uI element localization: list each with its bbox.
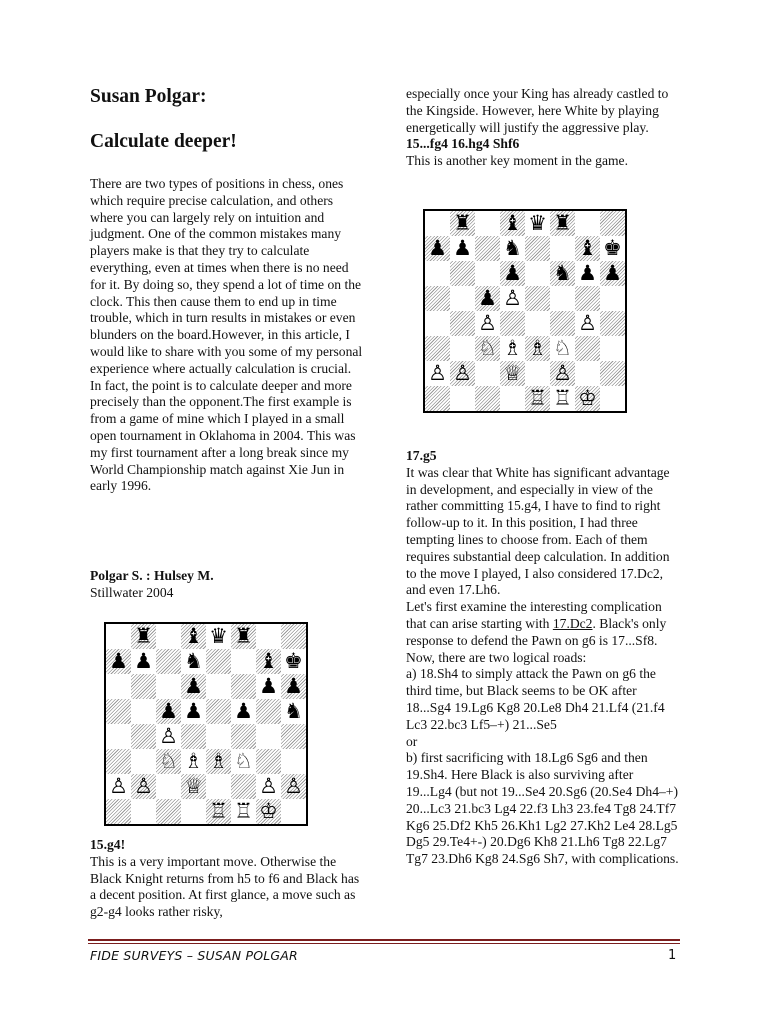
board-square xyxy=(181,774,206,799)
chess-piece: ♟ xyxy=(428,236,447,260)
chess-piece: ♔ xyxy=(578,386,597,410)
board-square xyxy=(525,336,550,361)
board-square xyxy=(425,286,450,311)
board-square xyxy=(575,361,600,386)
or-text: or xyxy=(406,733,418,749)
chess-piece: ♙ xyxy=(259,774,278,798)
chess-piece: ♜ xyxy=(553,211,572,235)
board-square xyxy=(500,286,525,311)
board-square xyxy=(600,211,625,236)
board-square xyxy=(206,699,231,724)
board-square xyxy=(156,799,181,824)
move-15-section xyxy=(90,837,365,921)
board-square xyxy=(475,311,500,336)
board-square xyxy=(600,286,625,311)
chess-piece: ♘ xyxy=(159,749,178,773)
chess-piece: ♖ xyxy=(209,799,228,823)
board-square xyxy=(281,724,306,749)
move-17-analysis xyxy=(406,599,681,666)
board-square xyxy=(181,674,206,699)
board-square xyxy=(575,261,600,286)
board-square xyxy=(106,799,131,824)
board-square xyxy=(131,774,156,799)
board-square xyxy=(425,311,450,336)
board-square xyxy=(500,361,525,386)
board-square xyxy=(525,386,550,411)
board-square xyxy=(156,774,181,799)
board-square xyxy=(450,361,475,386)
chess-piece: ♜ xyxy=(453,211,472,235)
board-square xyxy=(281,649,306,674)
move-17-text: It was clear that White has significant advantage in development, and especially in view of the rather committing 15.g4, I have to find to right follow-up to it. In this position, I had three tempting lines to choose from. Each of them requires substantial deep calculation. In addition to the move I played, I also considered 17.Dc2, and even 17.Lh6. xyxy=(406,464,670,598)
board-square xyxy=(525,211,550,236)
board-square xyxy=(550,286,575,311)
chess-piece: ♟ xyxy=(259,674,278,698)
chess-piece: ♘ xyxy=(553,336,572,360)
move-17-section xyxy=(406,448,681,868)
board-square xyxy=(575,236,600,261)
board-square xyxy=(281,774,306,799)
chess-diagram-2 xyxy=(423,209,627,413)
board-square xyxy=(281,799,306,824)
chess-piece: ♔ xyxy=(259,799,278,823)
chess-piece: ♖ xyxy=(528,386,547,410)
move-15-text: This is a very important move. Otherwise the Black Knight returns from h5 to f6 and Black has a decent position. At first glance, a move such as g2-g4 looks rather risky, xyxy=(90,853,360,920)
board-square xyxy=(475,386,500,411)
board-square xyxy=(131,674,156,699)
board-square xyxy=(131,799,156,824)
game-event: Stillwater 2004 xyxy=(90,584,174,600)
board-square xyxy=(450,336,475,361)
board-square xyxy=(575,336,600,361)
chess-piece: ♙ xyxy=(134,774,153,798)
board-square xyxy=(256,724,281,749)
chess-piece: ♟ xyxy=(503,261,522,285)
chess-piece: ♘ xyxy=(478,336,497,360)
board-square xyxy=(450,311,475,336)
board-square xyxy=(206,774,231,799)
board-square xyxy=(550,361,575,386)
board-square xyxy=(525,311,550,336)
chess-piece: ♙ xyxy=(478,311,497,335)
chess-piece: ♗ xyxy=(528,336,547,360)
board-square xyxy=(475,261,500,286)
board-square xyxy=(181,749,206,774)
board-square xyxy=(156,749,181,774)
board-square xyxy=(231,624,256,649)
board-square xyxy=(425,211,450,236)
board-square xyxy=(450,386,475,411)
board-square xyxy=(525,261,550,286)
board-square xyxy=(425,261,450,286)
board-square xyxy=(156,724,181,749)
board-square xyxy=(156,674,181,699)
board-square xyxy=(575,211,600,236)
chess-piece: ♚ xyxy=(284,649,303,673)
chess-piece: ♜ xyxy=(134,624,153,648)
chess-piece: ♟ xyxy=(184,674,203,698)
chess-piece: ♞ xyxy=(553,261,572,285)
board-square xyxy=(156,699,181,724)
continuation-text: especially once your King has already castled to the Kingside. However, here White by playing energetically will justify the aggressive play. xyxy=(406,86,669,135)
right-top-section xyxy=(406,86,681,170)
chess-piece: ♙ xyxy=(553,361,572,385)
board-square xyxy=(425,386,450,411)
board-square xyxy=(475,236,500,261)
board-square xyxy=(231,799,256,824)
chess-piece: ♞ xyxy=(184,649,203,673)
board-square xyxy=(231,774,256,799)
board-square xyxy=(425,236,450,261)
chess-piece: ♟ xyxy=(453,236,472,260)
line-a-text: a) 18.Sh4 to simply attack the Pawn on g6 the third time, but Black seems to be OK after 18...Sg4 19.Lg6 Kg8 20.Le8 Dh4 21.Lf4 (21.f4 Lc3 22.bc3 Lf5–+) 21...Se5 xyxy=(406,666,665,732)
chess-piece: ♜ xyxy=(234,624,253,648)
board-square xyxy=(575,286,600,311)
chess-piece: ♟ xyxy=(234,699,253,723)
chess-piece: ♟ xyxy=(478,286,497,310)
chess-piece: ♚ xyxy=(603,236,622,260)
board-square xyxy=(500,236,525,261)
board-square xyxy=(550,261,575,286)
board-square xyxy=(475,336,500,361)
board-square xyxy=(550,386,575,411)
board-square xyxy=(600,261,625,286)
board-square xyxy=(500,336,525,361)
article-title: Calculate deeper! xyxy=(90,131,237,152)
board-square xyxy=(525,361,550,386)
board-square xyxy=(181,624,206,649)
board-square xyxy=(131,649,156,674)
board-square xyxy=(600,236,625,261)
game-header xyxy=(90,568,365,602)
board-square xyxy=(256,649,281,674)
chess-piece: ♟ xyxy=(134,649,153,673)
board-square xyxy=(600,361,625,386)
board-square xyxy=(256,674,281,699)
board-square xyxy=(525,236,550,261)
board-square xyxy=(106,724,131,749)
chess-piece: ♗ xyxy=(209,749,228,773)
board-square xyxy=(106,774,131,799)
board-square xyxy=(231,674,256,699)
board-square xyxy=(475,286,500,311)
board-square xyxy=(181,699,206,724)
board-square xyxy=(231,724,256,749)
board-square xyxy=(425,336,450,361)
board-square xyxy=(256,699,281,724)
board-square xyxy=(181,649,206,674)
chess-piece: ♙ xyxy=(284,774,303,798)
board-square xyxy=(475,211,500,236)
analysis-move-link: 17.Dc2 xyxy=(552,615,593,631)
intro-paragraph: There are two types of positions in chess, ones which require precise calculation, and others where you can largely rely on intuition and judgment. One of the common mistakes many players make is that they try to calculate everything, even at times when there is no need for it. By doing so, they spend a lot of time on the clock. This then cause them to end up in time trouble, which in turn results in mistakes or even blunders on the board.However, in this article, I would like to share with you some of my personal experience where actually calculation is crucial. In fact, the point is to calculate deeper and more precisely than the opponent.The first example is from a game of mine which I played in a small open tournament in Oklahoma in 2004. This was my first tournament after a long break since my World Championship match against Xie Jun in early 1996. xyxy=(90,176,363,494)
board-square xyxy=(550,211,575,236)
analysis-continuation: . Black's only response to defend the Pawn on g6 is 17...Sf8. Now, there are two logical roads: xyxy=(406,615,667,665)
board-square xyxy=(500,211,525,236)
board-square xyxy=(550,336,575,361)
board-square xyxy=(281,624,306,649)
chess-piece: ♟ xyxy=(603,261,622,285)
chess-piece: ♕ xyxy=(503,361,522,385)
chess-piece: ♗ xyxy=(184,749,203,773)
move-15-heading: 15.g4! xyxy=(90,837,126,852)
chess-piece: ♙ xyxy=(578,311,597,335)
analysis-intro: Let's first examine the interesting complication that can arise starting with xyxy=(406,599,662,631)
chess-piece: ♖ xyxy=(234,799,253,823)
board-square xyxy=(281,699,306,724)
chess-piece: ♙ xyxy=(109,774,128,798)
board-square xyxy=(525,286,550,311)
board-square xyxy=(450,286,475,311)
chess-piece: ♝ xyxy=(184,624,203,648)
board-square xyxy=(231,699,256,724)
chess-piece: ♙ xyxy=(503,286,522,310)
board-square xyxy=(206,674,231,699)
chess-piece: ♕ xyxy=(184,774,203,798)
board-square xyxy=(256,799,281,824)
chess-piece: ♞ xyxy=(284,699,303,723)
board-square xyxy=(550,311,575,336)
footer-rule-thin xyxy=(88,943,680,944)
board-square xyxy=(181,724,206,749)
chess-piece: ♛ xyxy=(528,211,547,235)
chess-piece: ♝ xyxy=(503,211,522,235)
board-square xyxy=(256,774,281,799)
article-author-title: Susan Polgar: xyxy=(90,86,207,107)
board-square xyxy=(231,749,256,774)
board-square xyxy=(131,724,156,749)
board-square xyxy=(256,749,281,774)
board-square xyxy=(131,699,156,724)
chess-piece: ♟ xyxy=(284,674,303,698)
board-square xyxy=(181,799,206,824)
chess-diagram-1 xyxy=(104,622,308,826)
move-15b-heading: 15...fg4 16.hg4 Shf6 xyxy=(406,136,520,152)
line-b-text: b) first sacrificing with 18.Lg6 Sg6 and then 19.Sh4. Here Black is also surviving after 19...Lg4 (but not 19...Se4 20.Sg6 (20.Se4 Dh4–+) 20...Lc3 21.bc3 Lg4 22.f3 Lh3 23.fe4 Tg8 24.Tf7 Kg6 25.Df2 Kh5 26.Kh1 Lg2 27.Kh2 Le4 28.Lg5 Dg5 29.Te4+-) 20.Dg6 Kh8 21.Lh6 Tg8 22.Lg7 Tg7 23.Dh6 Kg8 24.Sg6 Sh7, with complications. xyxy=(406,750,679,867)
board-square xyxy=(600,311,625,336)
page-number: 1 xyxy=(668,948,677,963)
board-square xyxy=(131,749,156,774)
footer-title: FIDE SURVEYS – SUSAN POLGAR xyxy=(90,948,298,963)
board-square xyxy=(425,361,450,386)
chess-piece: ♞ xyxy=(503,236,522,260)
board-square xyxy=(575,311,600,336)
board-square xyxy=(450,211,475,236)
chess-piece: ♝ xyxy=(259,649,278,673)
board-square xyxy=(206,649,231,674)
footer-rule xyxy=(88,939,680,941)
move-17-heading: 17.g5 xyxy=(406,448,437,463)
chess-piece: ♖ xyxy=(553,386,572,410)
board-square xyxy=(231,649,256,674)
chess-piece: ♙ xyxy=(159,724,178,748)
board-square xyxy=(106,624,131,649)
chess-piece: ♙ xyxy=(453,361,472,385)
board-square xyxy=(206,624,231,649)
chess-piece: ♟ xyxy=(109,649,128,673)
chess-piece: ♟ xyxy=(159,699,178,723)
board-square xyxy=(575,386,600,411)
board-square xyxy=(550,236,575,261)
board-square xyxy=(281,674,306,699)
board-square xyxy=(450,236,475,261)
board-square xyxy=(206,724,231,749)
board-square xyxy=(206,749,231,774)
board-square xyxy=(500,311,525,336)
game-players: Polgar S. : Hulsey M. xyxy=(90,568,214,583)
board-square xyxy=(106,699,131,724)
board-square xyxy=(206,799,231,824)
chess-piece: ♟ xyxy=(578,261,597,285)
board-square xyxy=(106,649,131,674)
board-square xyxy=(475,361,500,386)
board-square xyxy=(500,386,525,411)
chess-piece: ♛ xyxy=(209,624,228,648)
chess-piece: ♟ xyxy=(184,699,203,723)
chess-piece: ♗ xyxy=(503,336,522,360)
board-square xyxy=(156,624,181,649)
chess-piece: ♘ xyxy=(234,749,253,773)
board-square xyxy=(156,649,181,674)
chess-piece: ♙ xyxy=(428,361,447,385)
board-square xyxy=(500,261,525,286)
move-15b-text: This is another key moment in the game. xyxy=(406,153,628,169)
board-square xyxy=(256,624,281,649)
board-square xyxy=(600,386,625,411)
board-square xyxy=(281,749,306,774)
chess-piece: ♝ xyxy=(578,236,597,260)
board-square xyxy=(600,336,625,361)
board-square xyxy=(131,624,156,649)
board-square xyxy=(106,749,131,774)
board-square xyxy=(450,261,475,286)
board-square xyxy=(106,674,131,699)
